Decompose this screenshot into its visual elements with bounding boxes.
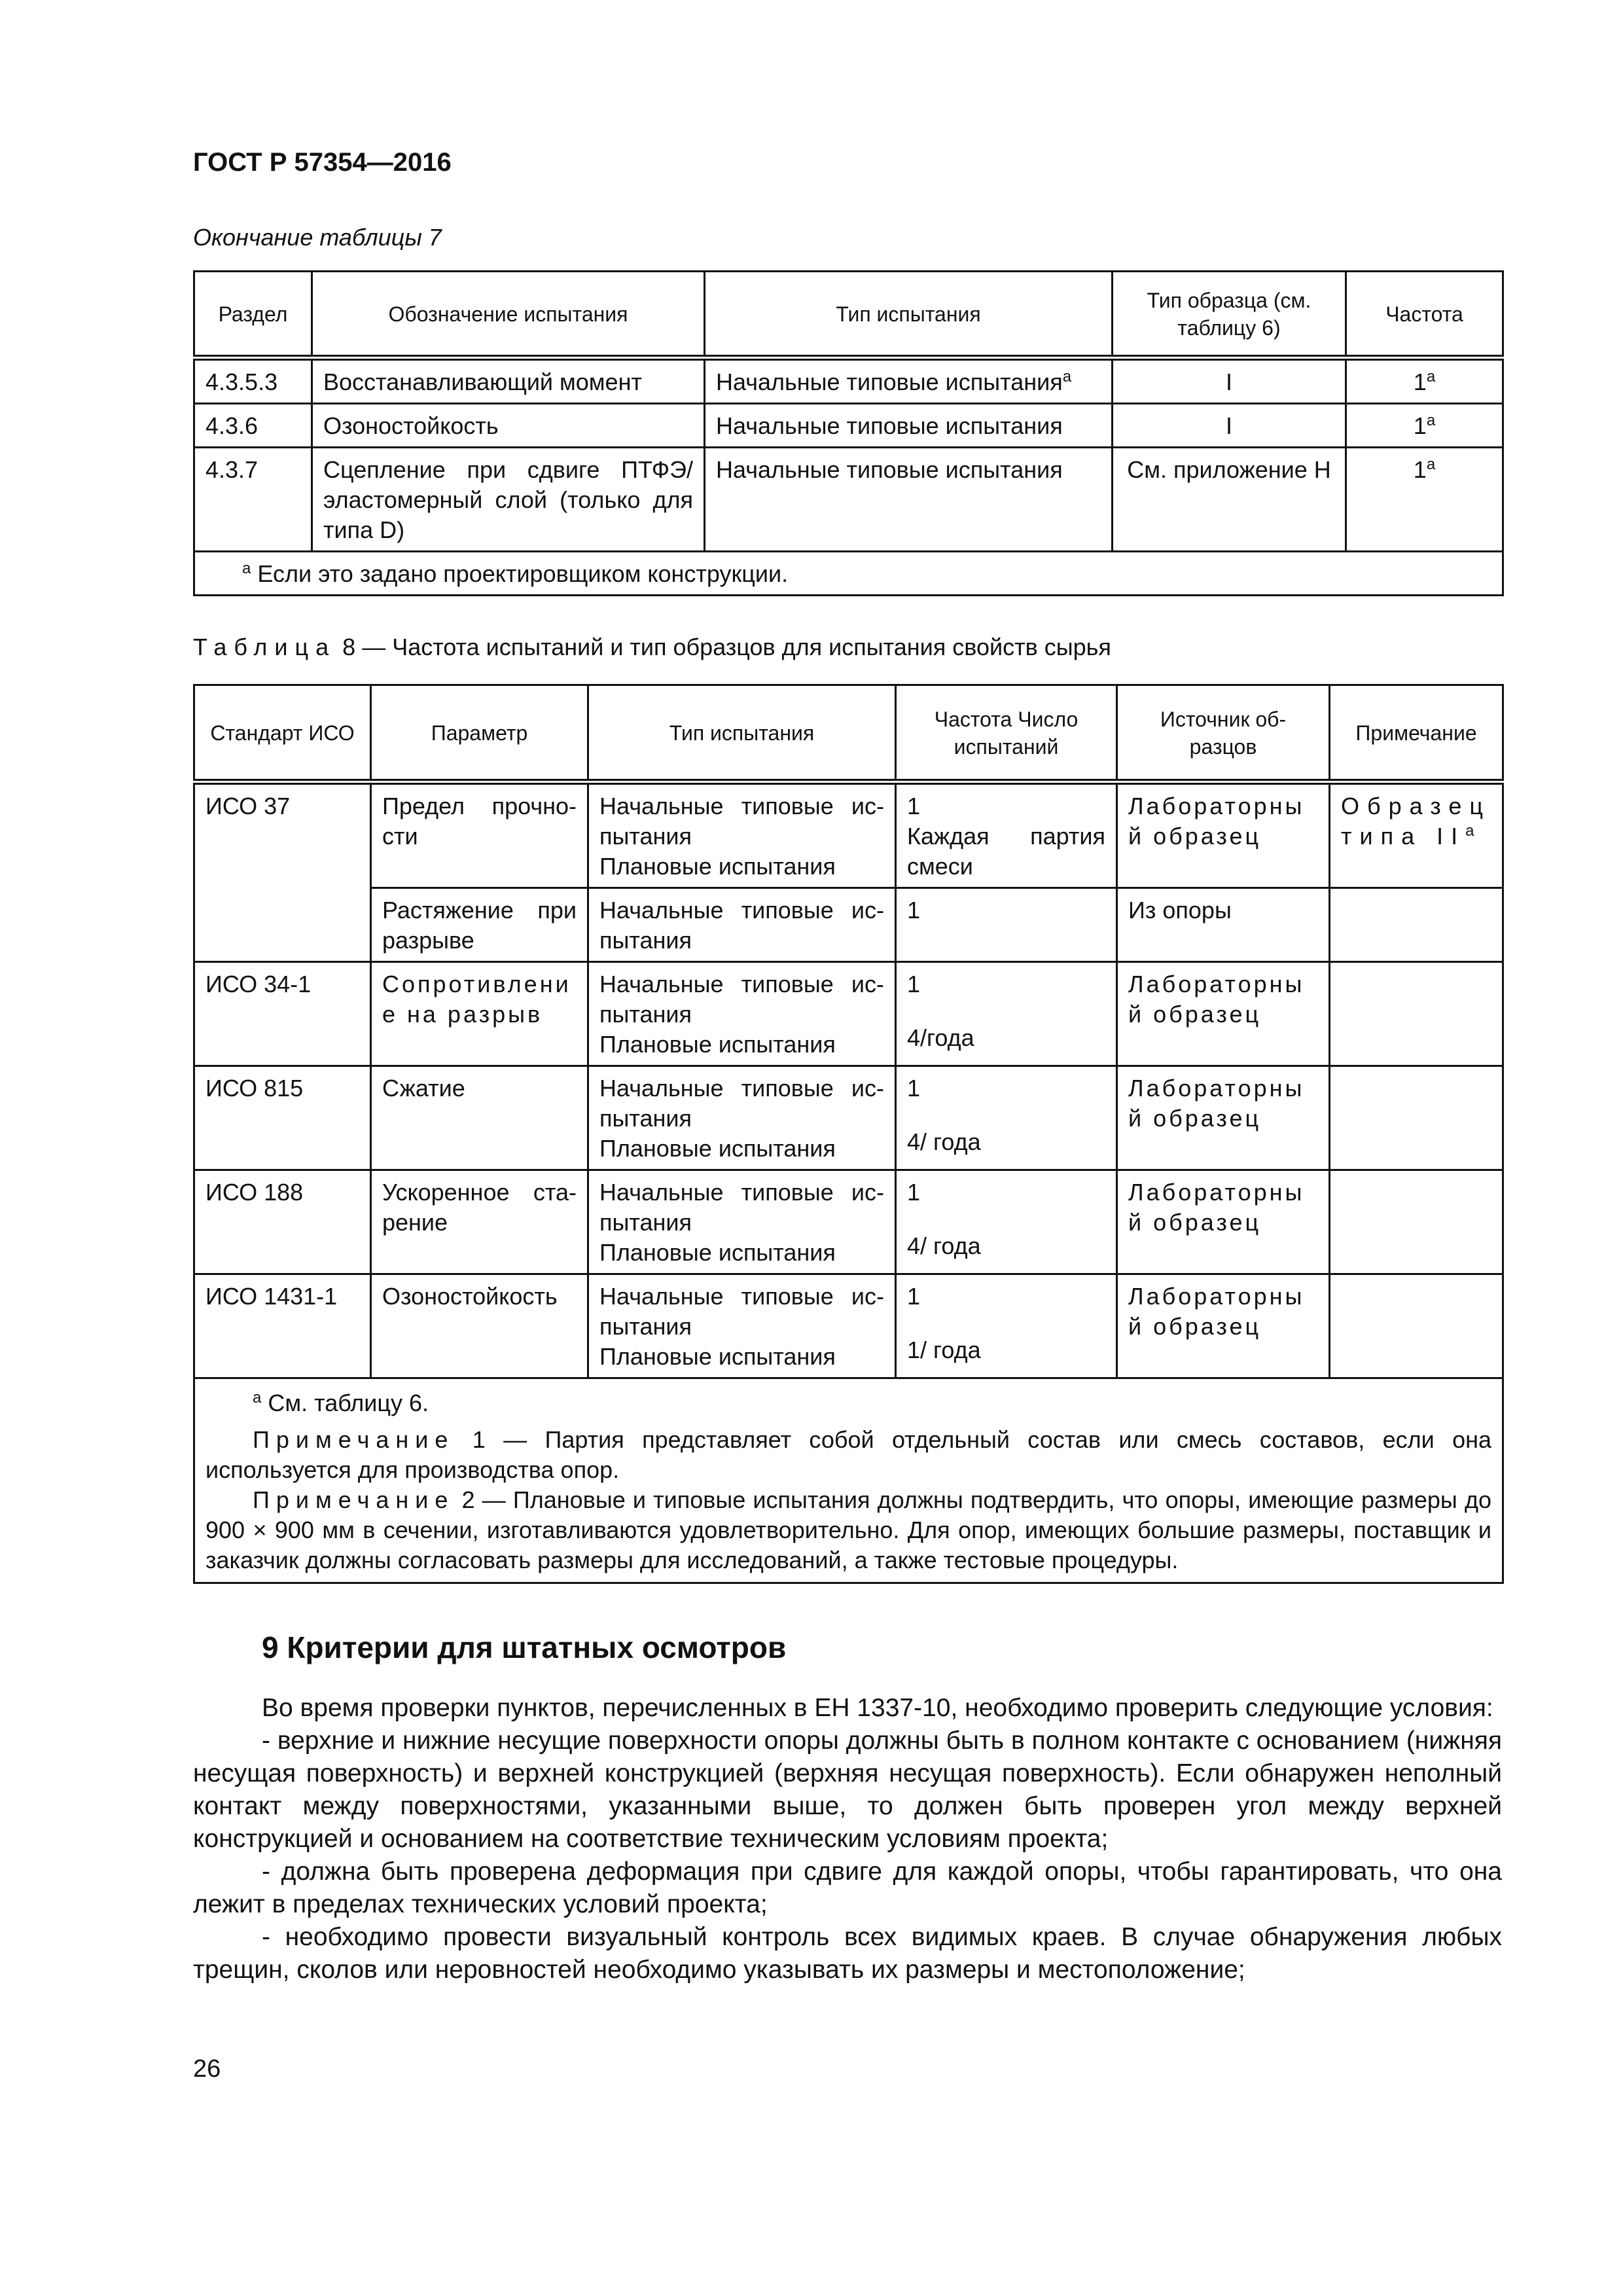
table8-cell-test-type (588, 1066, 896, 1170)
table7-cell-sample-type: См. приложение Н (1113, 448, 1346, 552)
table8-cell-note (1330, 962, 1503, 1066)
table8-cell-note (1330, 782, 1503, 888)
table7-header-designation: Обозначение испытания (312, 272, 705, 358)
table8-cell-test-type (588, 1170, 896, 1274)
note-label: Примечание (253, 1426, 455, 1453)
table8-cell-frequency (896, 1274, 1117, 1378)
table8-cell-source: Из опоры (1117, 888, 1330, 962)
table7-caption: Окончание таблицы 7 (193, 224, 442, 251)
table-row (194, 404, 1503, 448)
test-type-line: Плановые испытания (599, 1031, 836, 1058)
table8-header-standard: Стандарт ИСО (194, 685, 371, 782)
frequency-line: 1 (907, 897, 921, 924)
frequency-line: 1 (907, 971, 921, 997)
note-label: Примечание (253, 1486, 455, 1513)
table8-cell-note (1330, 1170, 1503, 1274)
table8-notes (194, 1378, 1503, 1583)
frequency-line: 1 (907, 1075, 921, 1102)
table7-cell-section: 4.3.7 (194, 448, 312, 552)
table8-note-2 (205, 1485, 1491, 1575)
table7-cell-designation: Сцепление при сдвиге ПТФЭ/ эластомерный слой (только для типа D) (312, 448, 705, 552)
table7-frequency-text: 1 (1413, 456, 1427, 483)
table8-caption (193, 634, 1111, 661)
table8-cell-parameter: Озоностойкость (371, 1274, 588, 1378)
table7-test-type-text: Начальные типовые испытания (716, 456, 1063, 483)
frequency-line: 1 (907, 1283, 921, 1310)
test-type-line: Начальные типовые ис- пытания (599, 897, 884, 954)
table8-cell-parameter: Ускоренное ста- рение (371, 1170, 588, 1274)
table7-cell-sample-type: I (1113, 358, 1346, 404)
table7-cell-designation: Озоностойкость (312, 404, 705, 448)
table8-cell-standard: ИСО 34-1 (194, 962, 371, 1066)
test-type-line: Плановые испытания (599, 1135, 836, 1162)
table8-cell-frequency (896, 782, 1117, 888)
table8-cell-source: Лабораторный образец (1117, 1274, 1330, 1378)
test-type-line: Начальные типовые ис- пытания (599, 1283, 884, 1340)
note-text: 1 — Партия представляет собой отдельный состав или смесь составов, если она используется для производства опор. (205, 1426, 1491, 1483)
table-row (194, 358, 1503, 404)
table8-cell-standard: ИСО 815 (194, 1066, 371, 1170)
table8-header-source: Источник об- разцов (1117, 685, 1330, 782)
table8-cell-standard: ИСО 188 (194, 1170, 371, 1274)
footnote-marker: a (242, 560, 251, 577)
table-row (194, 782, 1503, 888)
frequency-line: 4/ года (907, 1128, 981, 1155)
paragraph: - верхние и нижние несущие поверхности опоры должны быть в полном контакте с основанием (нижняя несущая поверхность) и верхней конструкцией (верхняя несущая поверхность). Если обнаружен неполный контакт между поверхностями, указанными выше, то должен быть проверен угол между верхней конструкцией и основанием на соответствие техническим условиям проекта; (193, 1727, 1502, 1853)
test-type-line: Начальные типовые ис- пытания (599, 971, 884, 1028)
table8-cell-note (1330, 1274, 1503, 1378)
table8-cell-note (1330, 1066, 1503, 1170)
table8-footnote-text: См. таблицу 6. (268, 1390, 429, 1416)
table8-note-1 (205, 1425, 1491, 1485)
table8-cell-frequency (896, 1066, 1117, 1170)
table8-header-parameter: Параметр (371, 685, 588, 782)
table8-cell-test-type (588, 782, 896, 888)
table8 (193, 684, 1504, 1584)
table7-frequency-text: 1 (1413, 368, 1427, 395)
table7-cell-test-type (705, 448, 1113, 552)
document-code: ГОСТ Р 57354—2016 (193, 148, 452, 177)
table8-footnote (205, 1388, 1491, 1418)
paragraph: - должна быть проверена деформация при сдвиге для каждой опоры, чтобы гарантировать, что она лежит в пределах технических условий проекта; (193, 1857, 1502, 1918)
table8-cell-standard: ИСО 37 (194, 782, 371, 962)
table7-frequency-text: 1 (1413, 412, 1427, 439)
frequency-line: 1 (907, 1179, 921, 1206)
table8-header-note: Примечание (1330, 685, 1503, 782)
table-row (194, 448, 1503, 552)
table8-caption-label: Таблица (193, 634, 336, 660)
test-type-line: Начальные типовые ис- пытания (599, 1075, 884, 1132)
table8-cell-source: Лабораторный образец (1117, 962, 1330, 1066)
table7-footnote-text: Если это задано проектировщиком конструкции. (257, 560, 789, 587)
table-row (194, 1170, 1503, 1274)
paragraph: Во время проверки пунктов, перечисленных в ЕН 1337-10, необходимо проверить следующие условия: (262, 1694, 1493, 1722)
test-type-line: Плановые испытания (599, 853, 836, 880)
table7 (193, 270, 1504, 596)
footnote-marker: a (1062, 368, 1072, 386)
table8-cell-source: Лабораторный образец (1117, 1170, 1330, 1274)
table8-header-frequency: Частота Число испытаний (896, 685, 1117, 782)
table7-cell-sample-type: I (1113, 404, 1346, 448)
table7-header-section: Раздел (194, 272, 312, 358)
footnote-marker: a (253, 1389, 262, 1407)
table-row (194, 962, 1503, 1066)
table7-header-sample-type: Тип образца (см. таблицу 6) (1113, 272, 1346, 358)
table8-cell-test-type (588, 962, 896, 1066)
table-row (194, 1274, 1503, 1378)
table8-cell-source: Лабораторный образец (1117, 782, 1330, 888)
table8-cell-parameter: Сопротивление на разрыв (371, 962, 588, 1066)
table-row (194, 888, 1503, 962)
page-number: 26 (193, 2055, 221, 2083)
table7-cell-section: 4.3.6 (194, 404, 312, 448)
table8-cell-note (1330, 888, 1503, 962)
table8-cell-frequency (896, 888, 1117, 962)
frequency-line: 4/ года (907, 1232, 981, 1259)
table7-header-frequency: Частота (1346, 272, 1503, 358)
section-body (193, 1692, 1502, 1986)
table8-cell-frequency (896, 1170, 1117, 1274)
table7-cell-frequency (1346, 448, 1503, 552)
table8-header-test-type: Тип испытания (588, 685, 896, 782)
note-text: 2 — Плановые и типовые испытания должны подтвердить, что опоры, имеющие размеры до 900 × 900 мм в сечении, изготавливаются удовлетворительно. Для опор, имеющих большие размеры, поставщик и заказчик должны согласовать размеры для исследований, а также тестовые процедуры. (205, 1486, 1491, 1573)
table-row (194, 1066, 1503, 1170)
frequency-line: Каждая партия смеси (907, 823, 1105, 880)
paragraph: - необходимо провести визуальный контроль всех видимых краев. В случае обнаружения любых трещин, сколов или неровностей необходимо указывать их размеры и местоположение; (193, 1923, 1502, 1984)
table8-cell-parameter: Растяжение при разрыве (371, 888, 588, 962)
test-type-line: Плановые испытания (599, 1343, 836, 1370)
table8-caption-text: 8 — Частота испытаний и тип образцов для испытания свойств сырья (342, 634, 1111, 660)
table8-cell-standard: ИСО 1431-1 (194, 1274, 371, 1378)
table8-cell-parameter: Предел прочно- сти (371, 782, 588, 888)
test-type-line: Начальные типовые ис- пытания (599, 1179, 884, 1236)
footnote-marker: a (1426, 456, 1436, 473)
footnote-marker: a (1426, 412, 1436, 429)
table7-cell-test-type (705, 358, 1113, 404)
table7-footnote (194, 552, 1503, 596)
table7-cell-designation: Восстанавливающий момент (312, 358, 705, 404)
table8-cell-test-type (588, 888, 896, 962)
table7-cell-frequency (1346, 404, 1503, 448)
table7-cell-frequency (1346, 358, 1503, 404)
table7-header-test-type: Тип испытания (705, 272, 1113, 358)
frequency-line: 1/ года (907, 1336, 981, 1363)
section-heading: 9 Критерии для штатных осмотров (262, 1630, 787, 1664)
table7-test-type-text: Начальные типовые испытания (716, 412, 1063, 439)
table8-cell-parameter: Сжатие (371, 1066, 588, 1170)
frequency-line: 4/года (907, 1024, 974, 1051)
table7-test-type-text: Начальные типовые испытания (716, 368, 1063, 395)
footnote-marker: a (1465, 822, 1474, 840)
table8-note-text: Образец типа II (1341, 793, 1491, 850)
table7-cell-section: 4.3.5.3 (194, 358, 312, 404)
table8-cell-source: Лабораторный образец (1117, 1066, 1330, 1170)
table7-cell-test-type (705, 404, 1113, 448)
table8-cell-test-type (588, 1274, 896, 1378)
frequency-line: 1 (907, 793, 921, 819)
table8-cell-frequency (896, 962, 1117, 1066)
footnote-marker: a (1426, 368, 1436, 386)
test-type-line: Плановые испытания (599, 1239, 836, 1266)
test-type-line: Начальные типовые ис- пытания (599, 793, 884, 850)
